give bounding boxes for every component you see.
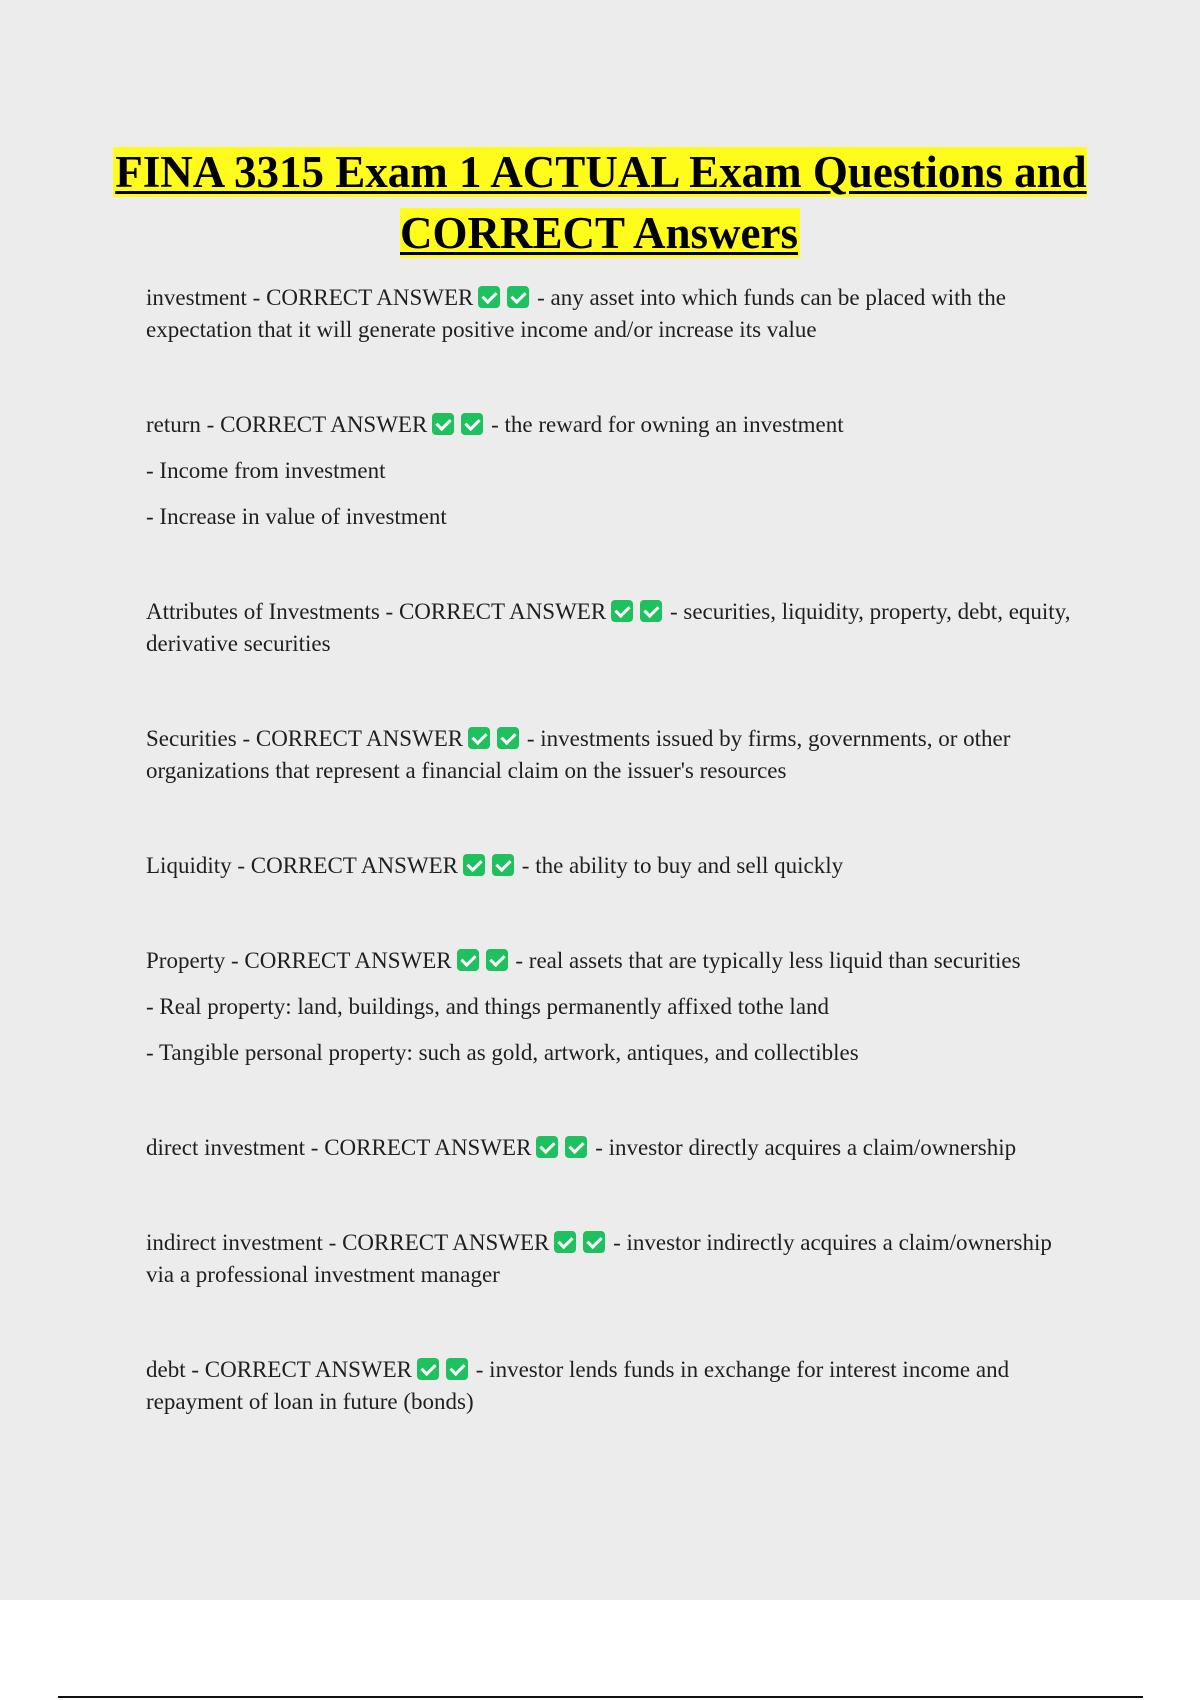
qa-entry bbox=[146, 282, 1076, 346]
entry-term: investment - CORRECT ANSWER bbox=[146, 285, 474, 310]
qa-entry-text bbox=[146, 723, 1076, 787]
qa-entry bbox=[146, 850, 1076, 882]
document-title bbox=[0, 142, 1200, 264]
qa-entry bbox=[146, 409, 1076, 533]
green-checkmark-icon bbox=[507, 286, 529, 308]
entry-sub-item: - Real property: land, buildings, and things permanently affixed tothe land bbox=[146, 994, 830, 1019]
green-checkmark-icon bbox=[554, 1231, 576, 1253]
qa-entry-text bbox=[146, 1354, 1076, 1418]
qa-entry-text bbox=[146, 1132, 1076, 1164]
entry-definition: - investor indirectly acquires a claim/ownership via a professional investment manager bbox=[146, 1230, 1052, 1287]
green-checkmark-icon bbox=[478, 286, 500, 308]
green-checkmark-icon bbox=[417, 1358, 439, 1380]
entry-sub-item: - Tangible personal property: such as gold, artwork, antiques, and collectibles bbox=[146, 1040, 859, 1065]
entry-term: direct investment - CORRECT ANSWER bbox=[146, 1135, 532, 1160]
green-checkmark-icon bbox=[468, 727, 490, 749]
qa-entry bbox=[146, 1354, 1076, 1418]
green-checkmark-icon bbox=[463, 854, 485, 876]
entry-term: Liquidity - CORRECT ANSWER bbox=[146, 853, 459, 878]
qa-entry-text bbox=[146, 850, 1076, 882]
qa-entry bbox=[146, 1132, 1076, 1164]
entry-term: debt - CORRECT ANSWER bbox=[146, 1357, 413, 1382]
green-checkmark-icon bbox=[640, 600, 662, 622]
entry-term: indirect investment - CORRECT ANSWER bbox=[146, 1230, 550, 1255]
green-checkmark-icon bbox=[457, 949, 479, 971]
green-checkmark-icon bbox=[497, 727, 519, 749]
entry-term: Attributes of Investments - CORRECT ANSWER bbox=[146, 599, 607, 624]
green-checkmark-icon bbox=[446, 1358, 468, 1380]
entry-definition: - investments issued by firms, governments, or other organizations that represent a financial claim on the issuer's resources bbox=[146, 726, 1011, 783]
green-checkmark-icon bbox=[583, 1231, 605, 1253]
qa-entry-text bbox=[146, 282, 1076, 346]
qa-entries bbox=[146, 282, 1076, 1418]
entry-definition: - real assets that are typically less liquid than securities bbox=[509, 948, 1021, 973]
entry-term: Property - CORRECT ANSWER bbox=[146, 948, 452, 973]
footer-divider bbox=[58, 1696, 1143, 1698]
entry-definition: - investor lends funds in exchange for interest income and repayment of loan in future (bonds) bbox=[146, 1357, 1010, 1414]
qa-entry-text bbox=[146, 945, 1076, 977]
qa-entry bbox=[146, 945, 1076, 1069]
entry-definition: - the reward for owning an investment bbox=[485, 412, 844, 437]
document-title-text: FINA 3315 Exam 1 ACTUAL Exam Questions and CORRECT Answers bbox=[115, 147, 1087, 258]
qa-entry-text bbox=[146, 1227, 1076, 1291]
qa-entry bbox=[146, 596, 1076, 660]
green-checkmark-icon bbox=[565, 1136, 587, 1158]
green-checkmark-icon bbox=[492, 854, 514, 876]
entry-definition: - any asset into which funds can be placed with the expectation that it will generate positive income and/or increase its value bbox=[146, 285, 1006, 342]
qa-entry-text bbox=[146, 409, 1076, 441]
entry-definition: - securities, liquidity, property, debt, equity, derivative securities bbox=[146, 599, 1071, 656]
green-checkmark-icon bbox=[611, 600, 633, 622]
entry-sub-item: - Income from investment bbox=[146, 458, 386, 483]
entry-definition: - the ability to buy and sell quickly bbox=[516, 853, 844, 878]
entry-sub-item: - Increase in value of investment bbox=[146, 504, 447, 529]
entry-definition: - investor directly acquires a claim/ownership bbox=[589, 1135, 1017, 1160]
entry-term: Securities - CORRECT ANSWER bbox=[146, 726, 464, 751]
green-checkmark-icon bbox=[486, 949, 508, 971]
qa-entry bbox=[146, 723, 1076, 787]
green-checkmark-icon bbox=[461, 413, 483, 435]
qa-entry bbox=[146, 1227, 1076, 1291]
qa-entry-text bbox=[146, 596, 1076, 660]
entry-term: return - CORRECT ANSWER bbox=[146, 412, 428, 437]
green-checkmark-icon bbox=[432, 413, 454, 435]
green-checkmark-icon bbox=[536, 1136, 558, 1158]
